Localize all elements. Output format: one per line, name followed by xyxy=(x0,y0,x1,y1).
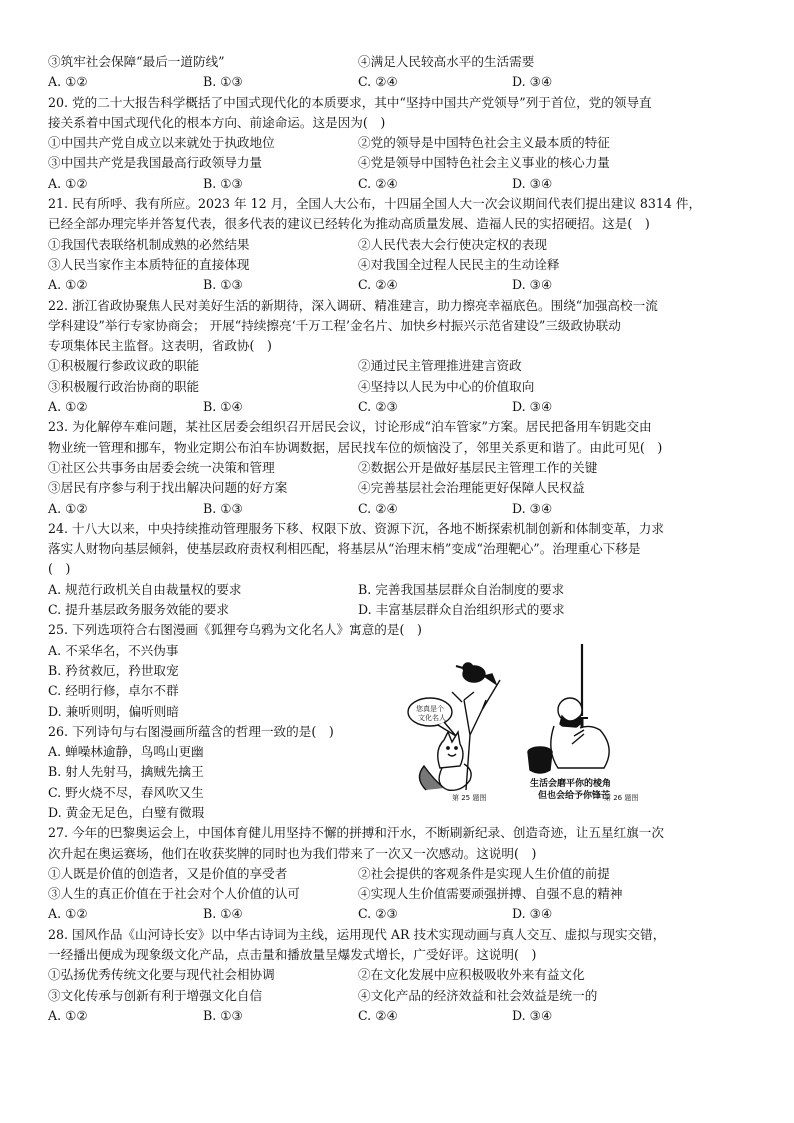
q27-option-3: ③人生的真正价值在于社会对个人价值的认可 xyxy=(48,886,300,902)
q24-stem-line1: 24. 十八大以来，中央持续推动管理服务下移、权限下放、资源下沉，各地不断探索机制创新和体制变革，力求 xyxy=(48,520,664,536)
q19-option-4: ④满足人民较高水平的生活需要 xyxy=(358,54,535,69)
q24-options-row2 xyxy=(48,600,752,620)
q27-stem-line1: 27. 今年的巴黎奥运会上，中国体育健儿用坚持不懈的拼搏和汗水，不断刷新纪录、创造奇迹，让五星红旗一次 xyxy=(48,825,664,841)
q24-stem-line3: ( ) xyxy=(48,561,71,577)
q21-choice-d: D. ③④ xyxy=(512,277,553,293)
q26-option-a: A. 蝉噪林逾静，鸟鸣山更幽 xyxy=(48,744,204,760)
q23-option-2: ②数据公开是做好基层民主管理工作的关键 xyxy=(358,459,598,475)
q21-options-row2 xyxy=(48,255,752,275)
figure-label-25: 第 25 题图 xyxy=(452,794,487,802)
q22-options-row2 xyxy=(48,377,752,397)
q28-choice-b: B. ①③ xyxy=(203,1007,243,1023)
q19-options-row xyxy=(48,52,752,72)
q20-option-4: ④党是领导中国特色社会主义事业的核心力量 xyxy=(358,155,610,171)
q23-option-4: ④完善基层社会治理能更好保障人民权益 xyxy=(358,480,585,496)
q25-option-b: B. 矜贫救厄，矜世取宠 xyxy=(48,662,179,678)
q19-option-3: ③筑牢社会保障“最后一道防线” xyxy=(48,54,225,69)
q27-option-1: ①人既是价值的创造者，又是价值的享受者 xyxy=(48,865,288,881)
q20-options-row1 xyxy=(48,133,752,153)
q28-options-row2 xyxy=(48,986,752,1006)
q20-choices-row xyxy=(48,174,752,194)
q19-choice-b: B. ①③ xyxy=(203,74,243,90)
q24-option-b: B. 完善我国基层群众自治制度的要求 xyxy=(358,581,565,597)
q21-stem-line2: 已经全部办理完毕并答复代表，很多代表的建议已经转化为推动高质量发展、造福人民的实招硬招。这是( ) xyxy=(48,216,650,232)
crow-icon xyxy=(456,663,496,684)
q27-choice-a: A. ①② xyxy=(48,906,88,922)
q19-choice-c: C. ②④ xyxy=(358,74,398,90)
q21-stem-line1: 21. 民有所呼、我有所应。2023 年 12 月，全国人大公布，十四届全国人大一次会议期间代表们提出建议 8314 件， xyxy=(48,196,702,212)
q26-option-d: D. 黄金无足色，白璧有微瑕 xyxy=(48,804,205,820)
q23-options-row2 xyxy=(48,478,752,498)
q28-stem-line2: 一经播出便成为现象级文化产品，点击量和播放量呈爆发式增长，广受好评。这说明( ) xyxy=(48,947,537,963)
q21-options-row1 xyxy=(48,235,752,255)
q26-option-c: C. 野火烧不尽，春风吹又生 xyxy=(48,784,204,800)
q21-choices-row xyxy=(48,275,752,295)
q22-stem-line1: 22. 浙江省政协聚焦人民对美好生活的新期待，深入调研、精准建言，助力擦亮幸福底色。围绕“加强高校一流 xyxy=(48,297,658,313)
q28-option-2: ②在文化发展中应积极吸收外来有益文化 xyxy=(358,967,585,983)
q19-choice-d: D. ③④ xyxy=(512,74,553,90)
figure-label-26: 第 26 题图 xyxy=(604,794,639,802)
q28-choices-row xyxy=(48,1006,752,1026)
q22-option-3: ③积极履行政治协商的职能 xyxy=(48,378,200,394)
q27-option-4: ④实现人生价值需要顽强拼搏、自强不息的精神 xyxy=(358,886,623,902)
q24-stem-line2: 落实人财物向基层倾斜，使基层政府责权利相匹配，将基层从“治理末梢”变成“治理靶心”。治理重心下移是 xyxy=(48,541,641,557)
caption-right-line2: 但也会给予你锋芒 xyxy=(538,791,611,801)
caption-right-line1: 生活会磨平你的棱角 xyxy=(530,779,612,789)
q22-choice-a: A. ①② xyxy=(48,399,88,415)
q27-choice-d: D. ③④ xyxy=(512,906,553,922)
q20-option-2: ②党的领导是中国特色社会主义最本质的特征 xyxy=(358,135,610,151)
q24-option-a: A. 规范行政机关自由裁量权的要求 xyxy=(48,581,242,597)
q22-options-row1 xyxy=(48,356,752,376)
q22-choice-c: C. ②③ xyxy=(358,399,398,415)
q23-stem-line1: 23. 为化解停车难问题，某社区居委会组织召开居民会议，讨论形成“泊车管家”方案。居民把备用车钥匙交由 xyxy=(48,419,652,435)
q23-choice-a: A. ①② xyxy=(48,500,88,516)
q24-option-c: C. 提升基层政务服务效能的要求 xyxy=(48,602,229,618)
q21-option-3: ③人民当家作主本质特征的直接体现 xyxy=(48,256,250,272)
q23-options-row1 xyxy=(48,458,752,478)
q22-stem-line3: 专项集体民主监督。这表明，省政协( ) xyxy=(48,338,272,354)
fox-crow-cartoon xyxy=(408,663,500,790)
q23-stem-line2: 物业统一管理和挪车，物业定期公布泊车协调数据，居民找车位的烦恼没了，邻里关系更和谐了。由此可见( ) xyxy=(48,439,663,455)
q21-option-2: ②人民代表大会行使决定权的表现 xyxy=(358,236,547,252)
q22-choice-d: D. ③④ xyxy=(512,399,553,415)
q23-choice-b: B. ①③ xyxy=(203,500,243,516)
q19-choices-row xyxy=(48,72,752,92)
speech-bubble-line2: 文化名人 xyxy=(418,714,446,722)
q20-stem-line1: 20. 党的二十大报告科学概括了中国式现代化的本质要求，其中“坚持中国共产党领导”列于首位，党的领导直 xyxy=(48,94,652,110)
q24-options-row1 xyxy=(48,580,752,600)
q28-choice-c: C. ②④ xyxy=(358,1007,398,1023)
q20-choice-d: D. ③④ xyxy=(512,175,553,191)
cartoon-figure xyxy=(404,640,644,802)
q20-options-row2 xyxy=(48,153,752,173)
man-icon xyxy=(551,698,609,768)
q28-stem-line1: 28. 国风作品《山河诗长安》以中华古诗词为主线，运用现代 AR 技术实现动画与真人交互、虚拟与现实交错， xyxy=(48,926,666,942)
q28-option-3: ③文化传承与创新有利于增强文化自信 xyxy=(48,987,263,1003)
speech-bubble-line1: 您真是个 xyxy=(416,705,444,713)
q28-option-1: ①弘扬优秀传统文化要与现代社会相协调 xyxy=(48,967,275,983)
q25-option-a: A. 不采华名，不兴伪事 xyxy=(48,642,179,658)
q28-choice-d: D. ③④ xyxy=(512,1007,553,1023)
q27-stem-line2: 次升起在奥运赛场，他们在收获奖牌的同时也为我们带来了一次又一次感动。这说明( ) xyxy=(48,845,537,861)
q24-option-d: D. 丰富基层群众自治组织形式的要求 xyxy=(358,602,565,618)
q21-option-4: ④对我国全过程人民民主的生动诠释 xyxy=(358,256,560,272)
q22-choices-row xyxy=(48,397,752,417)
q28-option-4: ④文化产品的经济效益和社会效益是统一的 xyxy=(358,987,598,1003)
q22-stem-line2: 学科建设”举行专家协商会； 开展“持续擦亮‘千万工程’金名片、加快乡村振兴示范省建设”三级政协联动 xyxy=(48,317,621,333)
q22-choice-b: B. ①④ xyxy=(203,399,243,415)
sharpening-cartoon xyxy=(528,644,609,773)
exam-page xyxy=(48,52,752,1026)
q27-options-row1 xyxy=(48,864,752,884)
q20-choice-a: A. ①② xyxy=(48,175,88,191)
cartoon-illustration xyxy=(404,640,644,802)
q23-choices-row xyxy=(48,499,752,519)
q21-choice-b: B. ①③ xyxy=(203,277,243,293)
q27-options-row2 xyxy=(48,884,752,904)
q21-option-1: ①我国代表联络机制成熟的必然结果 xyxy=(48,236,250,252)
whetstone-icon xyxy=(528,747,552,773)
q28-choice-a: A. ①② xyxy=(48,1007,88,1023)
q22-option-2: ②通过民主管理推进建言资政 xyxy=(358,358,522,374)
q26-stem: 26. 下列诗句与右图漫画所蕴含的哲理一致的是( ) xyxy=(48,723,334,739)
q22-option-4: ④坚持以人民为中心的价值取向 xyxy=(358,378,535,394)
q21-choice-c: C. ②④ xyxy=(358,277,398,293)
q25-option-d: D. 兼听则明，偏听则暗 xyxy=(48,703,179,719)
q23-option-1: ①社区公共事务由居委会统一决策和管理 xyxy=(48,459,275,475)
q27-choices-row xyxy=(48,904,752,924)
q26-option-b: B. 射人先射马，擒贼先擒王 xyxy=(48,764,204,780)
q20-option-3: ③中国共产党是我国最高行政领导力量 xyxy=(48,155,263,171)
q27-choice-c: C. ②③ xyxy=(358,906,398,922)
q19-choice-a: A. ①② xyxy=(48,74,88,90)
q20-stem-line2: 接关系着中国式现代化的根本方向、前途命运。这是因为( ) xyxy=(48,114,386,130)
q20-choice-b: B. ①③ xyxy=(203,175,243,191)
q20-option-1: ①中国共产党自成立以来就处于执政地位 xyxy=(48,135,275,151)
q23-choice-c: C. ②④ xyxy=(358,500,398,516)
fox-icon xyxy=(419,732,471,790)
q25-option-c: C. 经明行修，卓尔不群 xyxy=(48,683,179,699)
q27-option-2: ②社会提供的客观条件是实现人生价值的前提 xyxy=(358,865,610,881)
q27-choice-b: B. ①④ xyxy=(203,906,243,922)
q23-option-3: ③居民有序参与利于找出解决问题的好方案 xyxy=(48,480,288,496)
q22-option-1: ①积极履行参政议政的职能 xyxy=(48,358,200,374)
q23-choice-d: D. ③④ xyxy=(512,500,553,516)
q21-choice-a: A. ①② xyxy=(48,277,88,293)
q20-choice-c: C. ②④ xyxy=(358,175,398,191)
q28-options-row1 xyxy=(48,965,752,985)
q25-stem: 25. 下列选项符合右图漫画《狐狸夸乌鸦为文化名人》寓意的是( ) xyxy=(48,622,422,638)
